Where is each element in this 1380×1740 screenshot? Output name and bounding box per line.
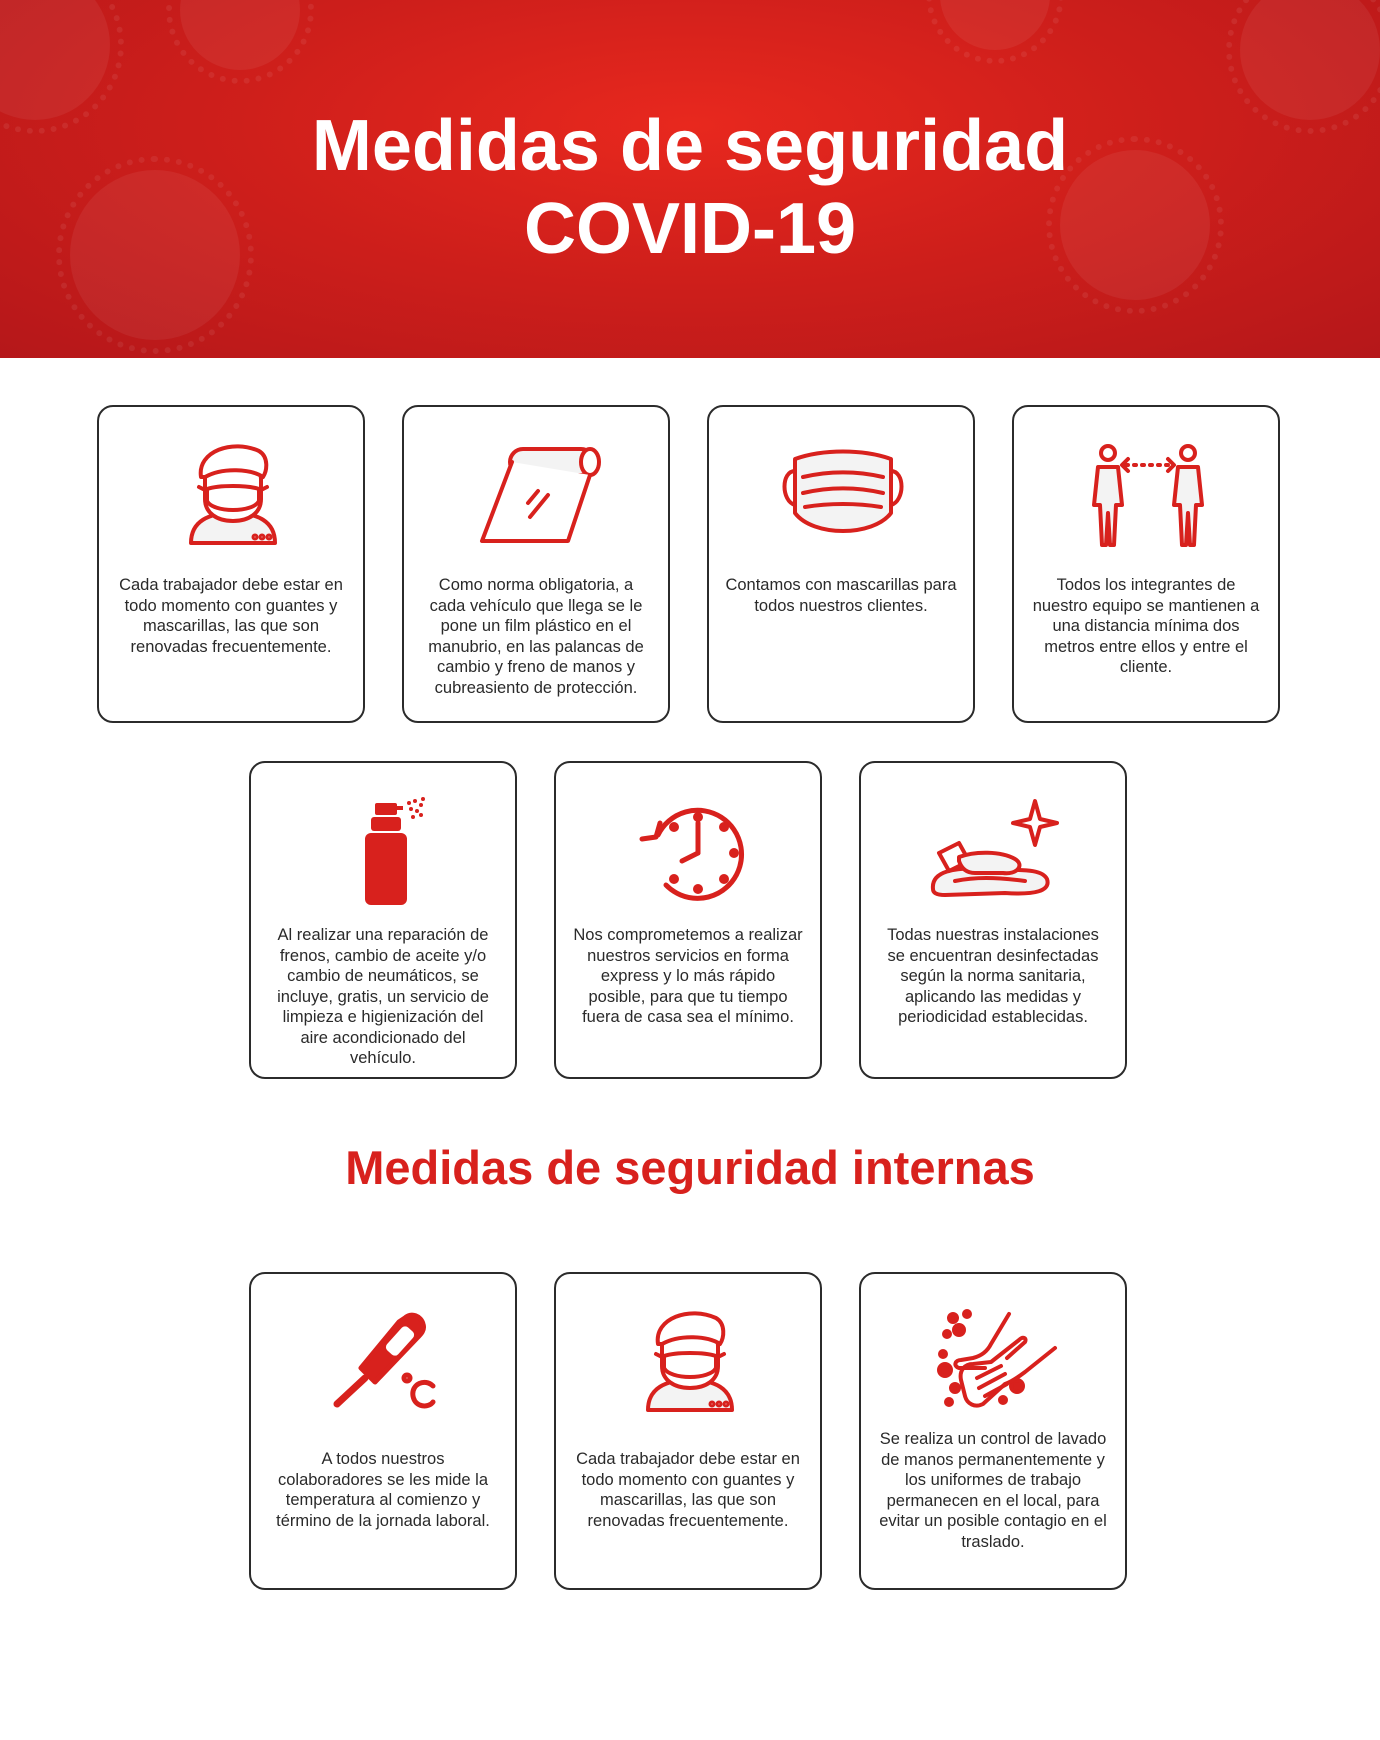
measure-text: Al realizar una reparación de frenos, cambio de aceite y/o cambio de neumáticos, se incluye, gratis, un servicio de limpieza e higienización del aire acondicionado del vehículo. — [277, 926, 489, 1067]
header-banner — [0, 0, 1380, 358]
measure-text: Todas nuestras instalaciones se encuentran desinfectadas según la norma sanitaria, aplicando las medidas y periodicidad establecidas. — [887, 926, 1099, 1026]
measure-text: A todos nuestros colaboradores se les mide la temperatura al comienzo y término de la jornada laboral. — [276, 1450, 490, 1530]
spray-can-icon — [315, 797, 455, 907]
measure-text: Como norma obligatoria, a cada vehículo que llega se le pone un film plástico en el manubrio, en las palancas de cambio y freno de manos y cubreasiento de protección. — [428, 576, 644, 697]
measure-card-ac-cleaning — [249, 761, 517, 1079]
page-title-line1: Medidas de seguridad — [311, 106, 1069, 186]
face-mask-icon — [773, 441, 913, 551]
measure-text: Se realiza un control de lavado de manos permanentemente y los uniformes de trabajo permanecen en el local, para evitar un posible contagio en el traslado. — [879, 1430, 1107, 1551]
thermometer-icon — [315, 1308, 455, 1418]
measure-text: Cada trabajador debe estar en todo momento con guantes y mascarillas, las que son renovadas frecuentemente. — [576, 1450, 800, 1530]
page-title-line2: COVID-19 — [523, 189, 857, 269]
measure-card-express-service — [554, 761, 822, 1079]
clock-fast-icon — [620, 797, 760, 907]
internal-card-handwashing — [859, 1272, 1127, 1590]
hand-washing-icon — [925, 1308, 1065, 1418]
virus-decoration-icon — [180, 0, 300, 70]
measure-text: Todos los integrantes de nuestro equipo se mantienen a una distancia mínima dos metros entre ellos y entre el cliente. — [1032, 576, 1260, 676]
measure-card-plastic-film — [402, 405, 670, 723]
virus-decoration-icon — [940, 0, 1050, 50]
virus-decoration-icon — [0, 0, 110, 120]
measure-card-masks-clients — [707, 405, 975, 723]
measure-card-gloves-masks — [97, 405, 365, 723]
social-distance-icon — [1078, 441, 1218, 551]
measure-text: Nos comprometemos a realizar nuestros servicios en forma express y lo más rápido posible, para que tu tiempo fuera de casa sea el mínimo. — [573, 926, 803, 1026]
measure-text: Cada trabajador debe estar en todo momento con guantes y mascarillas, las que son renovadas frecuentemente. — [119, 576, 343, 656]
worker-mask-icon — [163, 441, 303, 551]
internal-card-gloves-masks — [554, 1272, 822, 1590]
virus-decoration-icon — [1240, 0, 1380, 120]
disinfect-cleaning-icon — [925, 797, 1065, 907]
plastic-film-icon — [468, 441, 608, 551]
measure-text: Contamos con mascarillas para todos nuestros clientes. — [725, 576, 957, 615]
measure-card-distance — [1012, 405, 1280, 723]
measure-card-disinfected — [859, 761, 1127, 1079]
internal-section-title: Medidas de seguridad internas — [345, 1141, 1035, 1194]
worker-mask-icon — [620, 1308, 760, 1418]
internal-card-temperature — [249, 1272, 517, 1590]
